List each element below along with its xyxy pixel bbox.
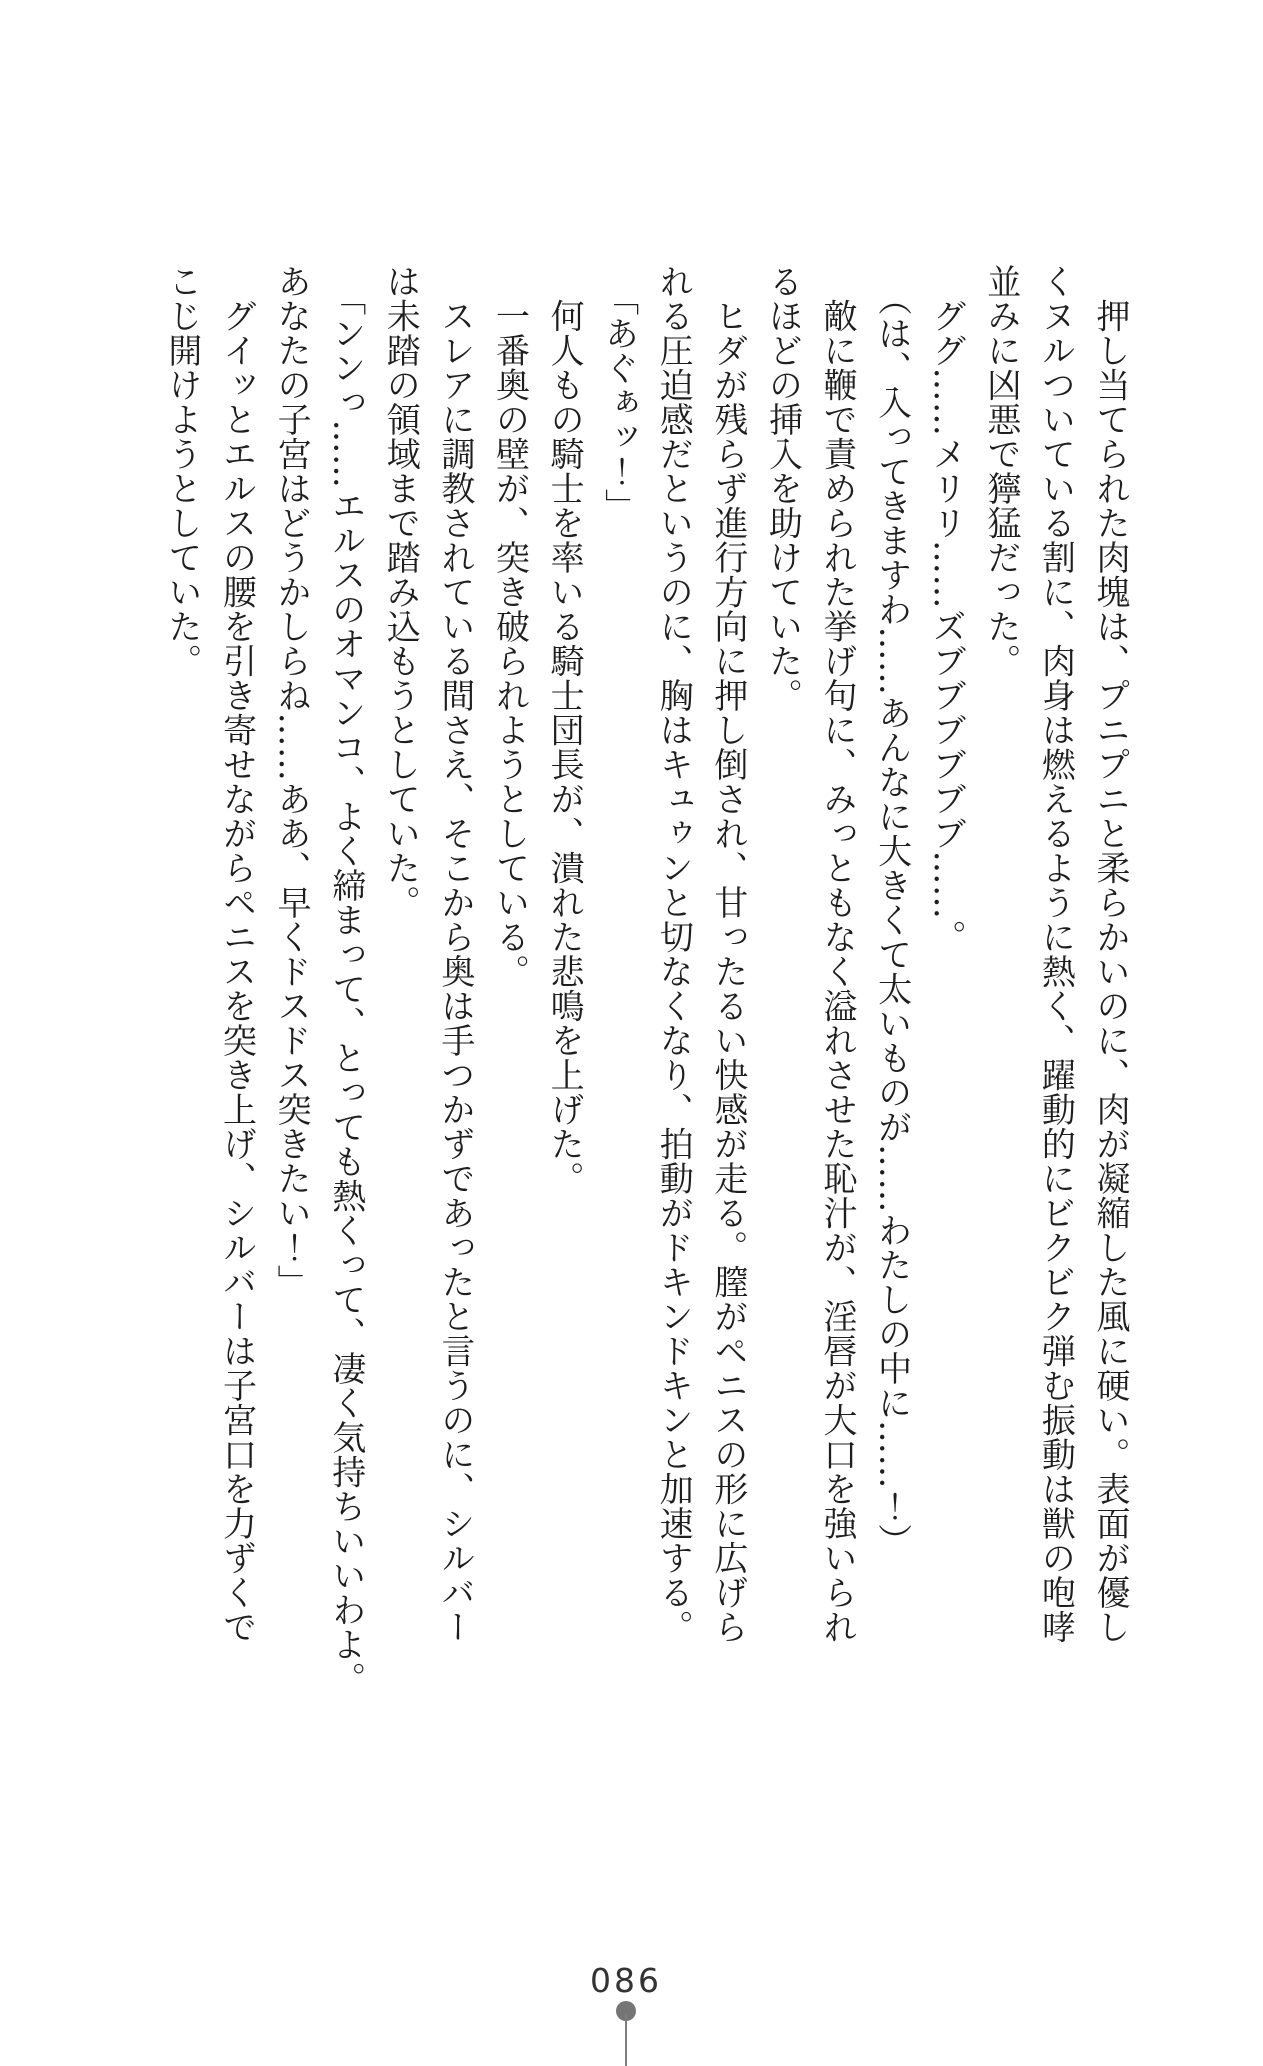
text-line: れる圧迫感だというのに、胸はキュゥンと切なくなり、拍動がドキンドキンと加速する。 bbox=[653, 264, 694, 1644]
text-line: 「ンンっ……エルスのオマンコ、よく締まって、とっても熱くって、凄く気持ちいいわよ。 bbox=[325, 264, 366, 1696]
text-line: グイッとエルスの腰を引き寄せながらペニスを突き上げ、シルバーは子宮口を力ずくで bbox=[216, 264, 257, 1644]
text-line: は未踏の領域まで踏み込もうとしていた。 bbox=[380, 264, 421, 920]
footer-ornament-line bbox=[625, 2014, 627, 2066]
text-line: 何人もの騎士を率いる騎士団長が、潰れた悲鳴を上げた。 bbox=[544, 264, 585, 1196]
text-line: 一番奥の壁が、突き破られようとしている。 bbox=[489, 264, 530, 989]
text-line: ググ……メリリ……ズブブブブブブ……。 bbox=[926, 264, 967, 954]
body-text bbox=[154, 264, 1137, 1696]
text-line: 敵に鞭で責められた挙げ句に、みっともなく溢れさせた恥汁が、淫唇が大口を強いられ bbox=[817, 264, 858, 1644]
text-line: 並みに凶悪で獰猛だった。 bbox=[980, 264, 1021, 678]
page-number: 086 bbox=[590, 1961, 662, 2000]
text-line: あなたの子宮はどうかしらね……ああ、早くドスドス突きたい！」 bbox=[271, 264, 312, 1299]
text-line: ヒダが残らず進行方向に押し倒され、甘ったるい快感が走る。膣がペニスの形に広げら bbox=[707, 264, 748, 1644]
text-line: るほどの挿入を助けていた。 bbox=[762, 264, 803, 713]
text-line: こじ開けようとしていた。 bbox=[161, 264, 202, 678]
text-line: くヌルついている割に、肉身は燃えるように熱く、躍動的にビクビク弾む振動は獣の咆哮 bbox=[1035, 264, 1076, 1644]
text-line: スレアに調教されている間さえ、そこから奥は手つかずであったと言うのに、シルバー bbox=[434, 264, 475, 1644]
text-line: 「あぐぁッ！」 bbox=[598, 264, 639, 523]
text-line: 押し当てられた肉塊は、プニプニと柔らかいのに、肉が凝縮した風に硬い。表面が優し bbox=[1090, 264, 1130, 1644]
text-line: （は、入ってきますわ……あんなに大きくて太いものが……わたしの中に……！） bbox=[871, 264, 912, 1558]
